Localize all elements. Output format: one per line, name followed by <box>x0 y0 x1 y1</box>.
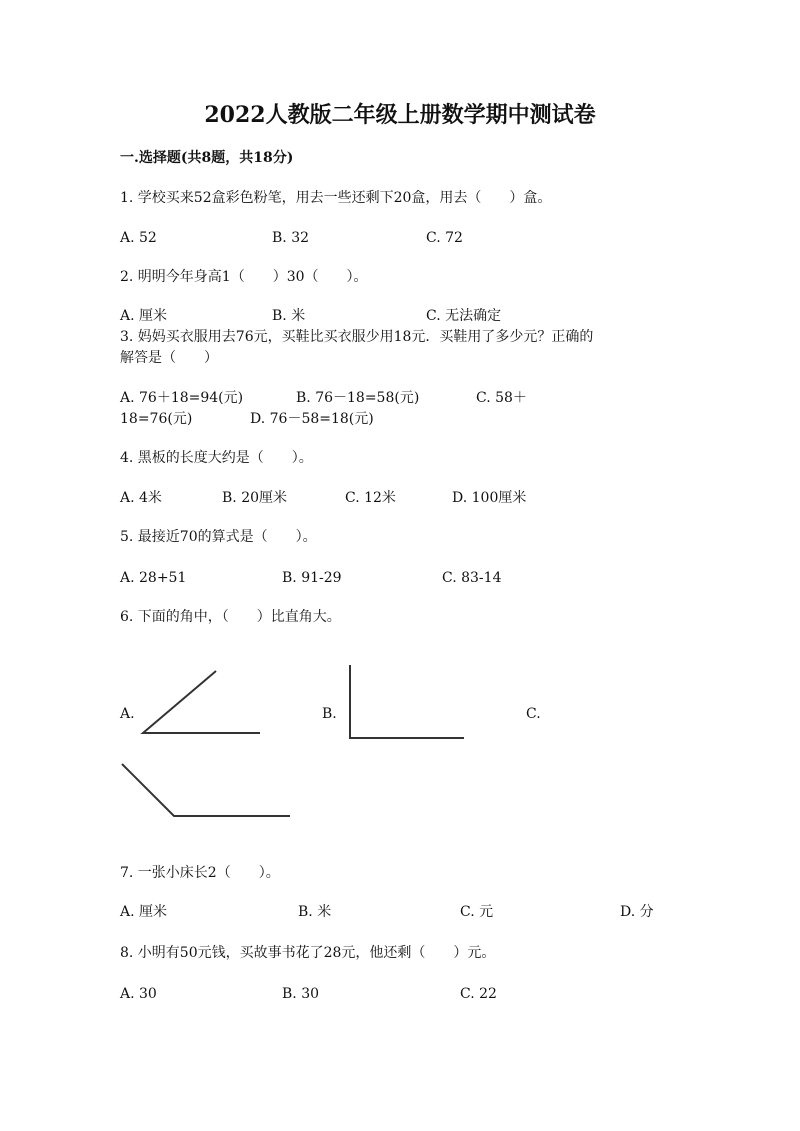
question-6-option-c: C. <box>526 706 541 722</box>
right-angle-figure <box>350 665 464 738</box>
question-1-option-b: B. 32 <box>272 230 310 246</box>
question-5-option-b: B. 91-29 <box>282 570 342 586</box>
question-3-option-a: A. 76＋18=94(元) <box>120 390 244 406</box>
question-2-option-a: A. 厘米 <box>120 308 168 324</box>
question-4-option-b: B. 20厘米 <box>222 490 288 506</box>
question-7-option-b: B. 米 <box>298 904 332 920</box>
question-6-option-a: A. <box>120 706 135 722</box>
question-3-stem-line-2: 解答是（ ） <box>120 350 218 366</box>
section-heading: 一.选择题(共8题，共18分) <box>120 150 294 166</box>
question-8-option-c: C. 22 <box>460 986 497 1002</box>
obtuse-angle-figure <box>122 764 290 816</box>
question-7-option-a: A. 厘米 <box>120 904 168 920</box>
question-8-stem: 8. 小明有50元钱，买故事书花了28元，他还剩（ ）元。 <box>120 945 496 961</box>
question-5-stem: 5. 最接近70的算式是（ ）。 <box>120 529 317 545</box>
question-7-option-c: C. 元 <box>460 904 494 920</box>
question-3-option-b: B. 76－18=58(元) <box>296 390 420 406</box>
question-6-stem: 6. 下面的角中，（ ）比直角大。 <box>120 609 341 625</box>
question-1-option-a: A. 52 <box>120 230 157 246</box>
question-4-option-d: D. 100厘米 <box>452 490 527 506</box>
question-2-option-c: C. 无法确定 <box>426 308 502 324</box>
question-3-option-d: D. 76－58=18(元) <box>250 411 374 427</box>
question-8-option-b: B. 30 <box>282 986 320 1002</box>
question-3-stem-line-1: 3. 妈妈买衣服用去76元，买鞋比买衣服少用18元．买鞋用了多少元？正确的 <box>120 329 594 345</box>
question-7-stem: 7. 一张小床长2（ ）。 <box>120 865 280 881</box>
page-title: 2022人教版二年级上册数学期中测试卷 <box>204 102 596 128</box>
question-4-stem: 4. 黑板的长度大约是（ ）。 <box>120 450 313 466</box>
question-2-stem: 2. 明明今年身高1（ ）30（ ）。 <box>120 269 368 285</box>
question-1-stem: 1. 学校买来52盒彩色粉笔，用去一些还剩下20盒，用去（ ）盒。 <box>120 190 552 206</box>
question-4-option-c: C. 12米 <box>345 490 396 506</box>
question-3-option-c-start: C. 58＋ <box>476 390 527 406</box>
acute-angle-figure <box>143 671 260 733</box>
question-6-option-b: B. <box>322 706 337 722</box>
question-5-option-a: A. 28+51 <box>120 570 187 586</box>
question-3-option-c-end: 18=76(元) <box>120 411 193 427</box>
question-8-option-a: A. 30 <box>120 986 157 1002</box>
question-5-option-c: C. 83-14 <box>442 570 502 586</box>
question-7-option-d: D. 分 <box>620 904 654 920</box>
question-4-option-a: A. 4米 <box>120 490 162 506</box>
question-1-option-c: C. 72 <box>426 230 463 246</box>
question-2-option-b: B. 米 <box>272 308 306 324</box>
